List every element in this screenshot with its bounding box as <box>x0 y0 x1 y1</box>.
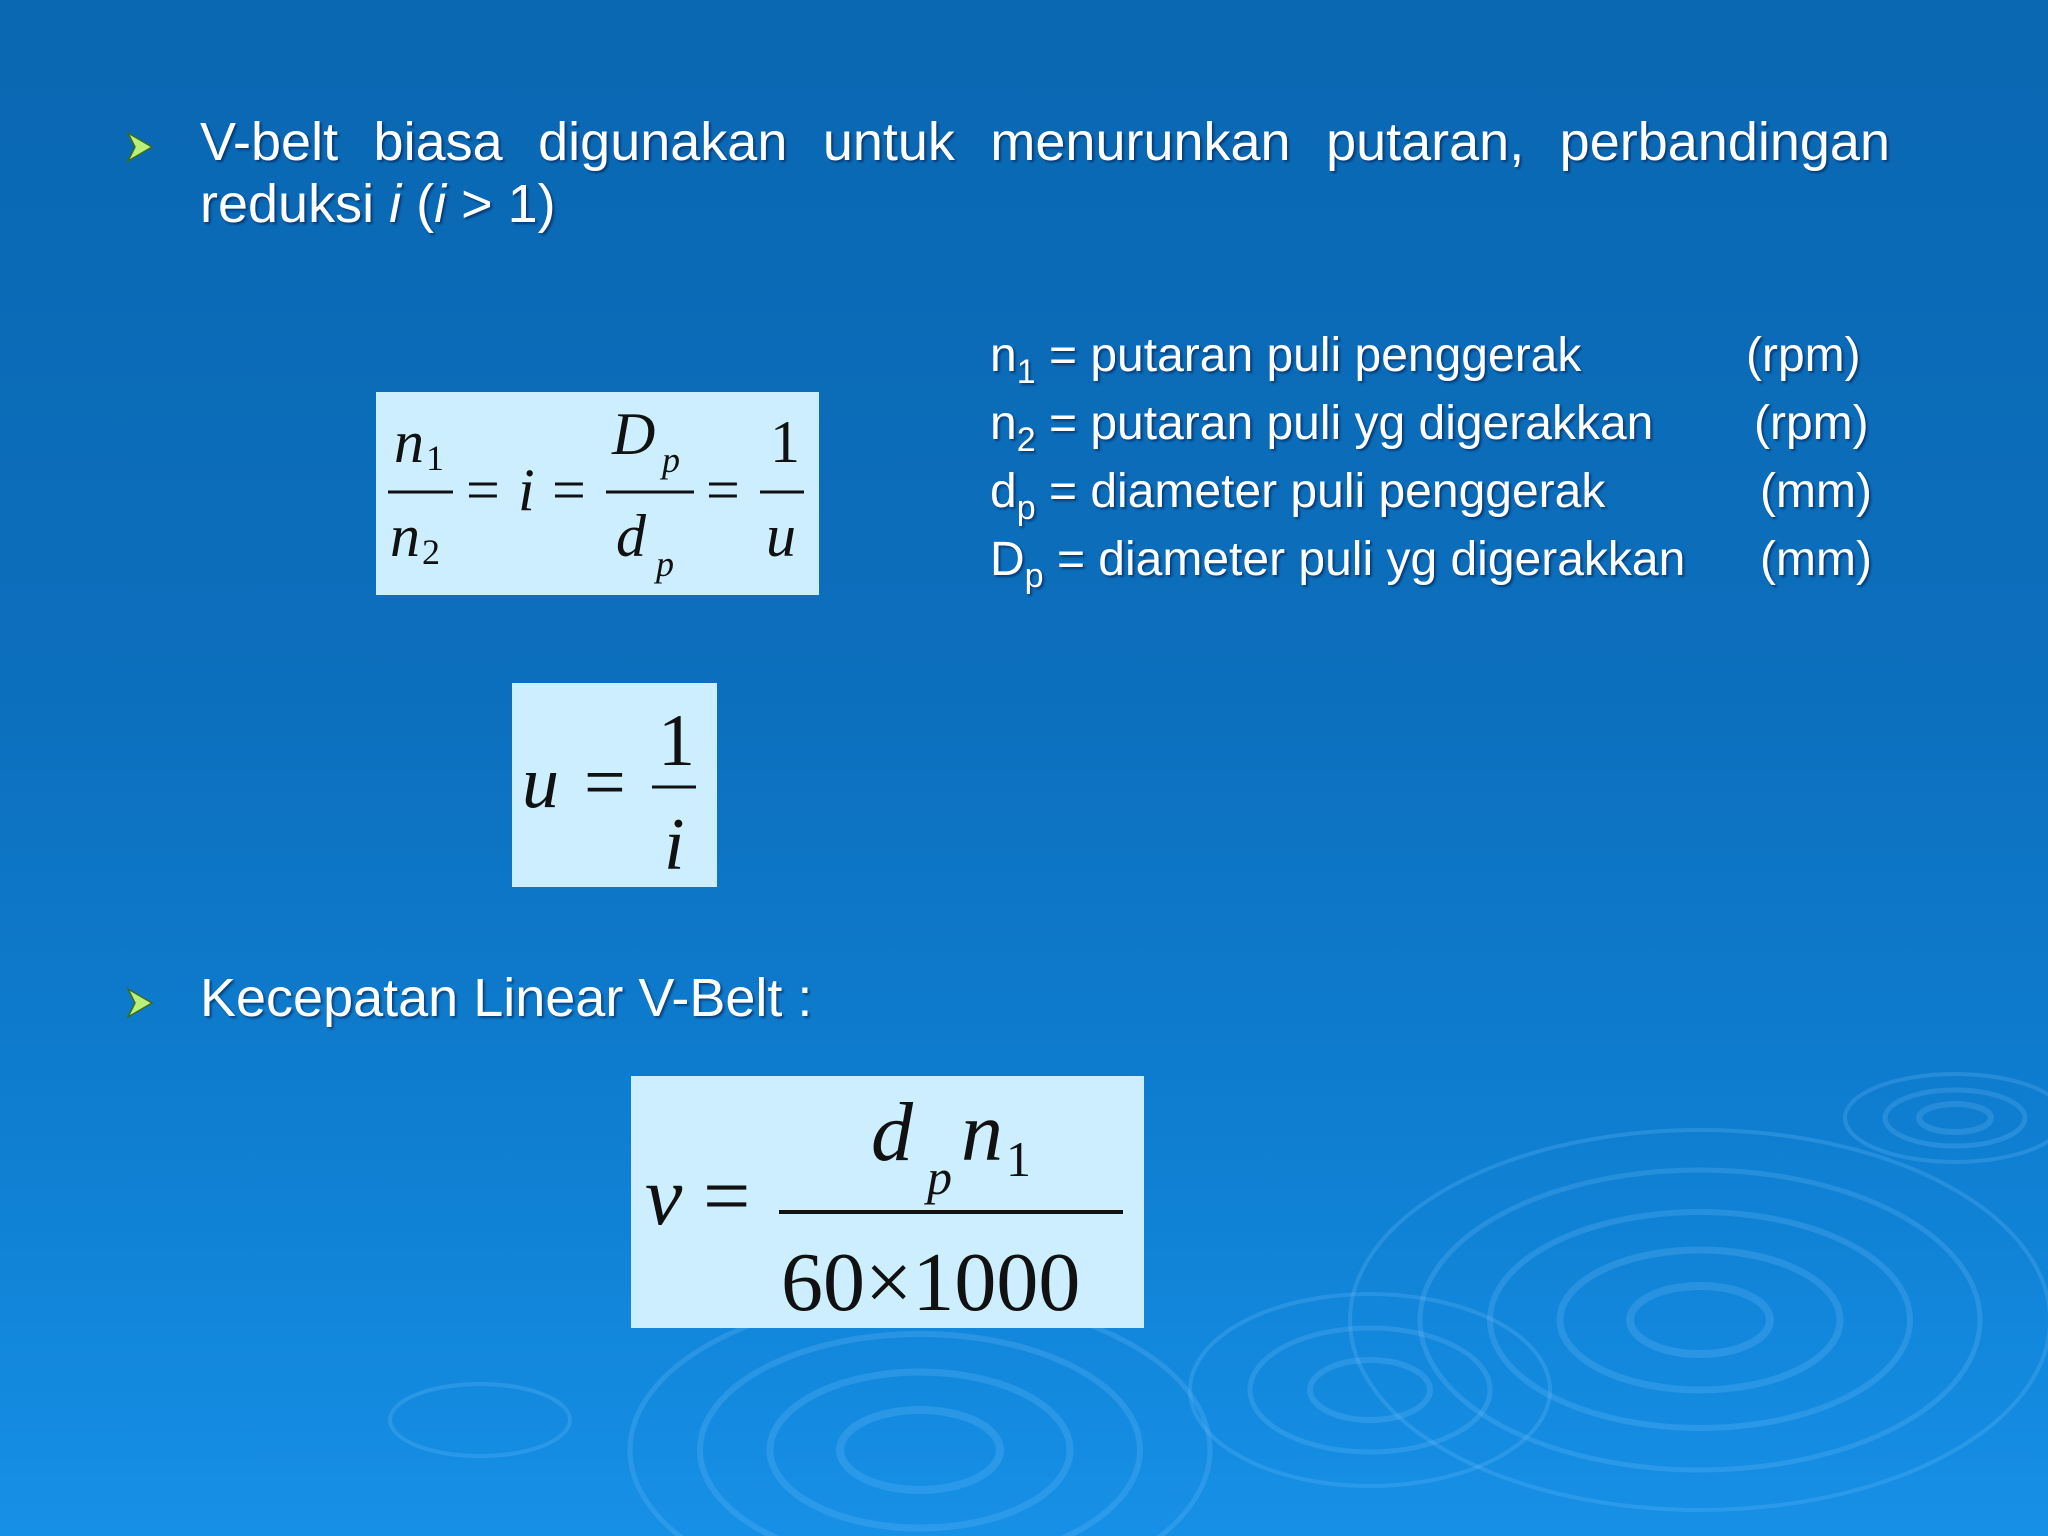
velocity-d: d <box>871 1086 913 1179</box>
velocity-denominator: 60×1000 <box>781 1236 1081 1328</box>
bullet-arrow-icon <box>126 986 154 1020</box>
legend-symbol: n <box>990 397 1017 450</box>
ratio-n1-sub: 1 <box>426 438 444 478</box>
legend-subscript: p <box>1024 557 1044 595</box>
legend-subscript: 1 <box>1016 353 1036 391</box>
ratio-i: i <box>518 457 535 523</box>
ratio-n2-sub: 2 <box>422 532 440 572</box>
bullet-1-var-i2: i <box>434 174 447 234</box>
ratio-n1: n <box>394 409 424 475</box>
ratio-one: 1 <box>770 409 800 475</box>
bullet-2-text: Kecepatan Linear V-Belt : <box>200 968 813 1028</box>
formula-u-box <box>512 683 717 887</box>
ratio-dp-sub: p <box>656 544 674 584</box>
velocity-n: n <box>961 1086 1003 1179</box>
ratio-Dp: D <box>612 401 656 467</box>
bullet-1-prefix: reduksi <box>200 174 390 234</box>
legend-subscript: p <box>1016 489 1036 527</box>
legend-description: = diameter puli penggerak <box>1048 465 1606 518</box>
legend-description: = diameter puli yg digerakkan <box>1056 533 1686 586</box>
bullet-1-text-line1: V-belt biasa digunakan untuk menurunkan putaran, perbandingan <box>200 112 1890 172</box>
legend-unit: (mm) <box>1760 465 1872 518</box>
legend-unit: (rpm) <box>1746 329 1861 382</box>
ratio-dp: d <box>616 503 646 569</box>
legend-unit: (rpm) <box>1754 397 1869 450</box>
legend-symbol: n <box>990 329 1017 382</box>
ratio-u: u <box>766 503 796 569</box>
formula-velocity-box <box>631 1076 1144 1328</box>
bullet-arrow-icon <box>126 130 154 164</box>
bullet-1-paren: ( <box>401 174 435 234</box>
legend-row <box>990 462 1872 527</box>
u-var: u <box>522 742 559 824</box>
bullet-1-var-i: i <box>389 174 402 234</box>
ratio-eq-1: = <box>466 457 500 523</box>
legend-subscript: 2 <box>1016 421 1036 459</box>
ratio-eq-2: = <box>552 457 586 523</box>
legend-symbol: d <box>990 465 1017 518</box>
bullet-1-suffix: > 1) <box>446 174 556 234</box>
legend-description: = putaran puli yg digerakkan <box>1048 397 1654 450</box>
velocity-v: v <box>645 1150 683 1243</box>
formula-ratio-box <box>376 392 819 595</box>
ratio-Dp-sub: p <box>662 440 680 480</box>
velocity-n-sub: 1 <box>1006 1131 1031 1187</box>
legend-unit: (mm) <box>1760 533 1872 586</box>
u-i: i <box>664 804 685 886</box>
legend-row <box>990 326 1861 391</box>
ratio-n2: n <box>390 503 420 569</box>
u-eq: = <box>584 742 626 824</box>
ratio-eq-3: = <box>706 457 740 523</box>
legend-row <box>990 530 1872 595</box>
velocity-eq: = <box>703 1150 751 1243</box>
u-one: 1 <box>658 700 695 782</box>
legend-row <box>990 394 1869 459</box>
legend-description: = putaran puli penggerak <box>1048 329 1582 382</box>
velocity-d-sub: p <box>927 1149 952 1205</box>
bullet-1-text-line2 <box>200 173 556 235</box>
legend-symbol: D <box>990 533 1025 586</box>
